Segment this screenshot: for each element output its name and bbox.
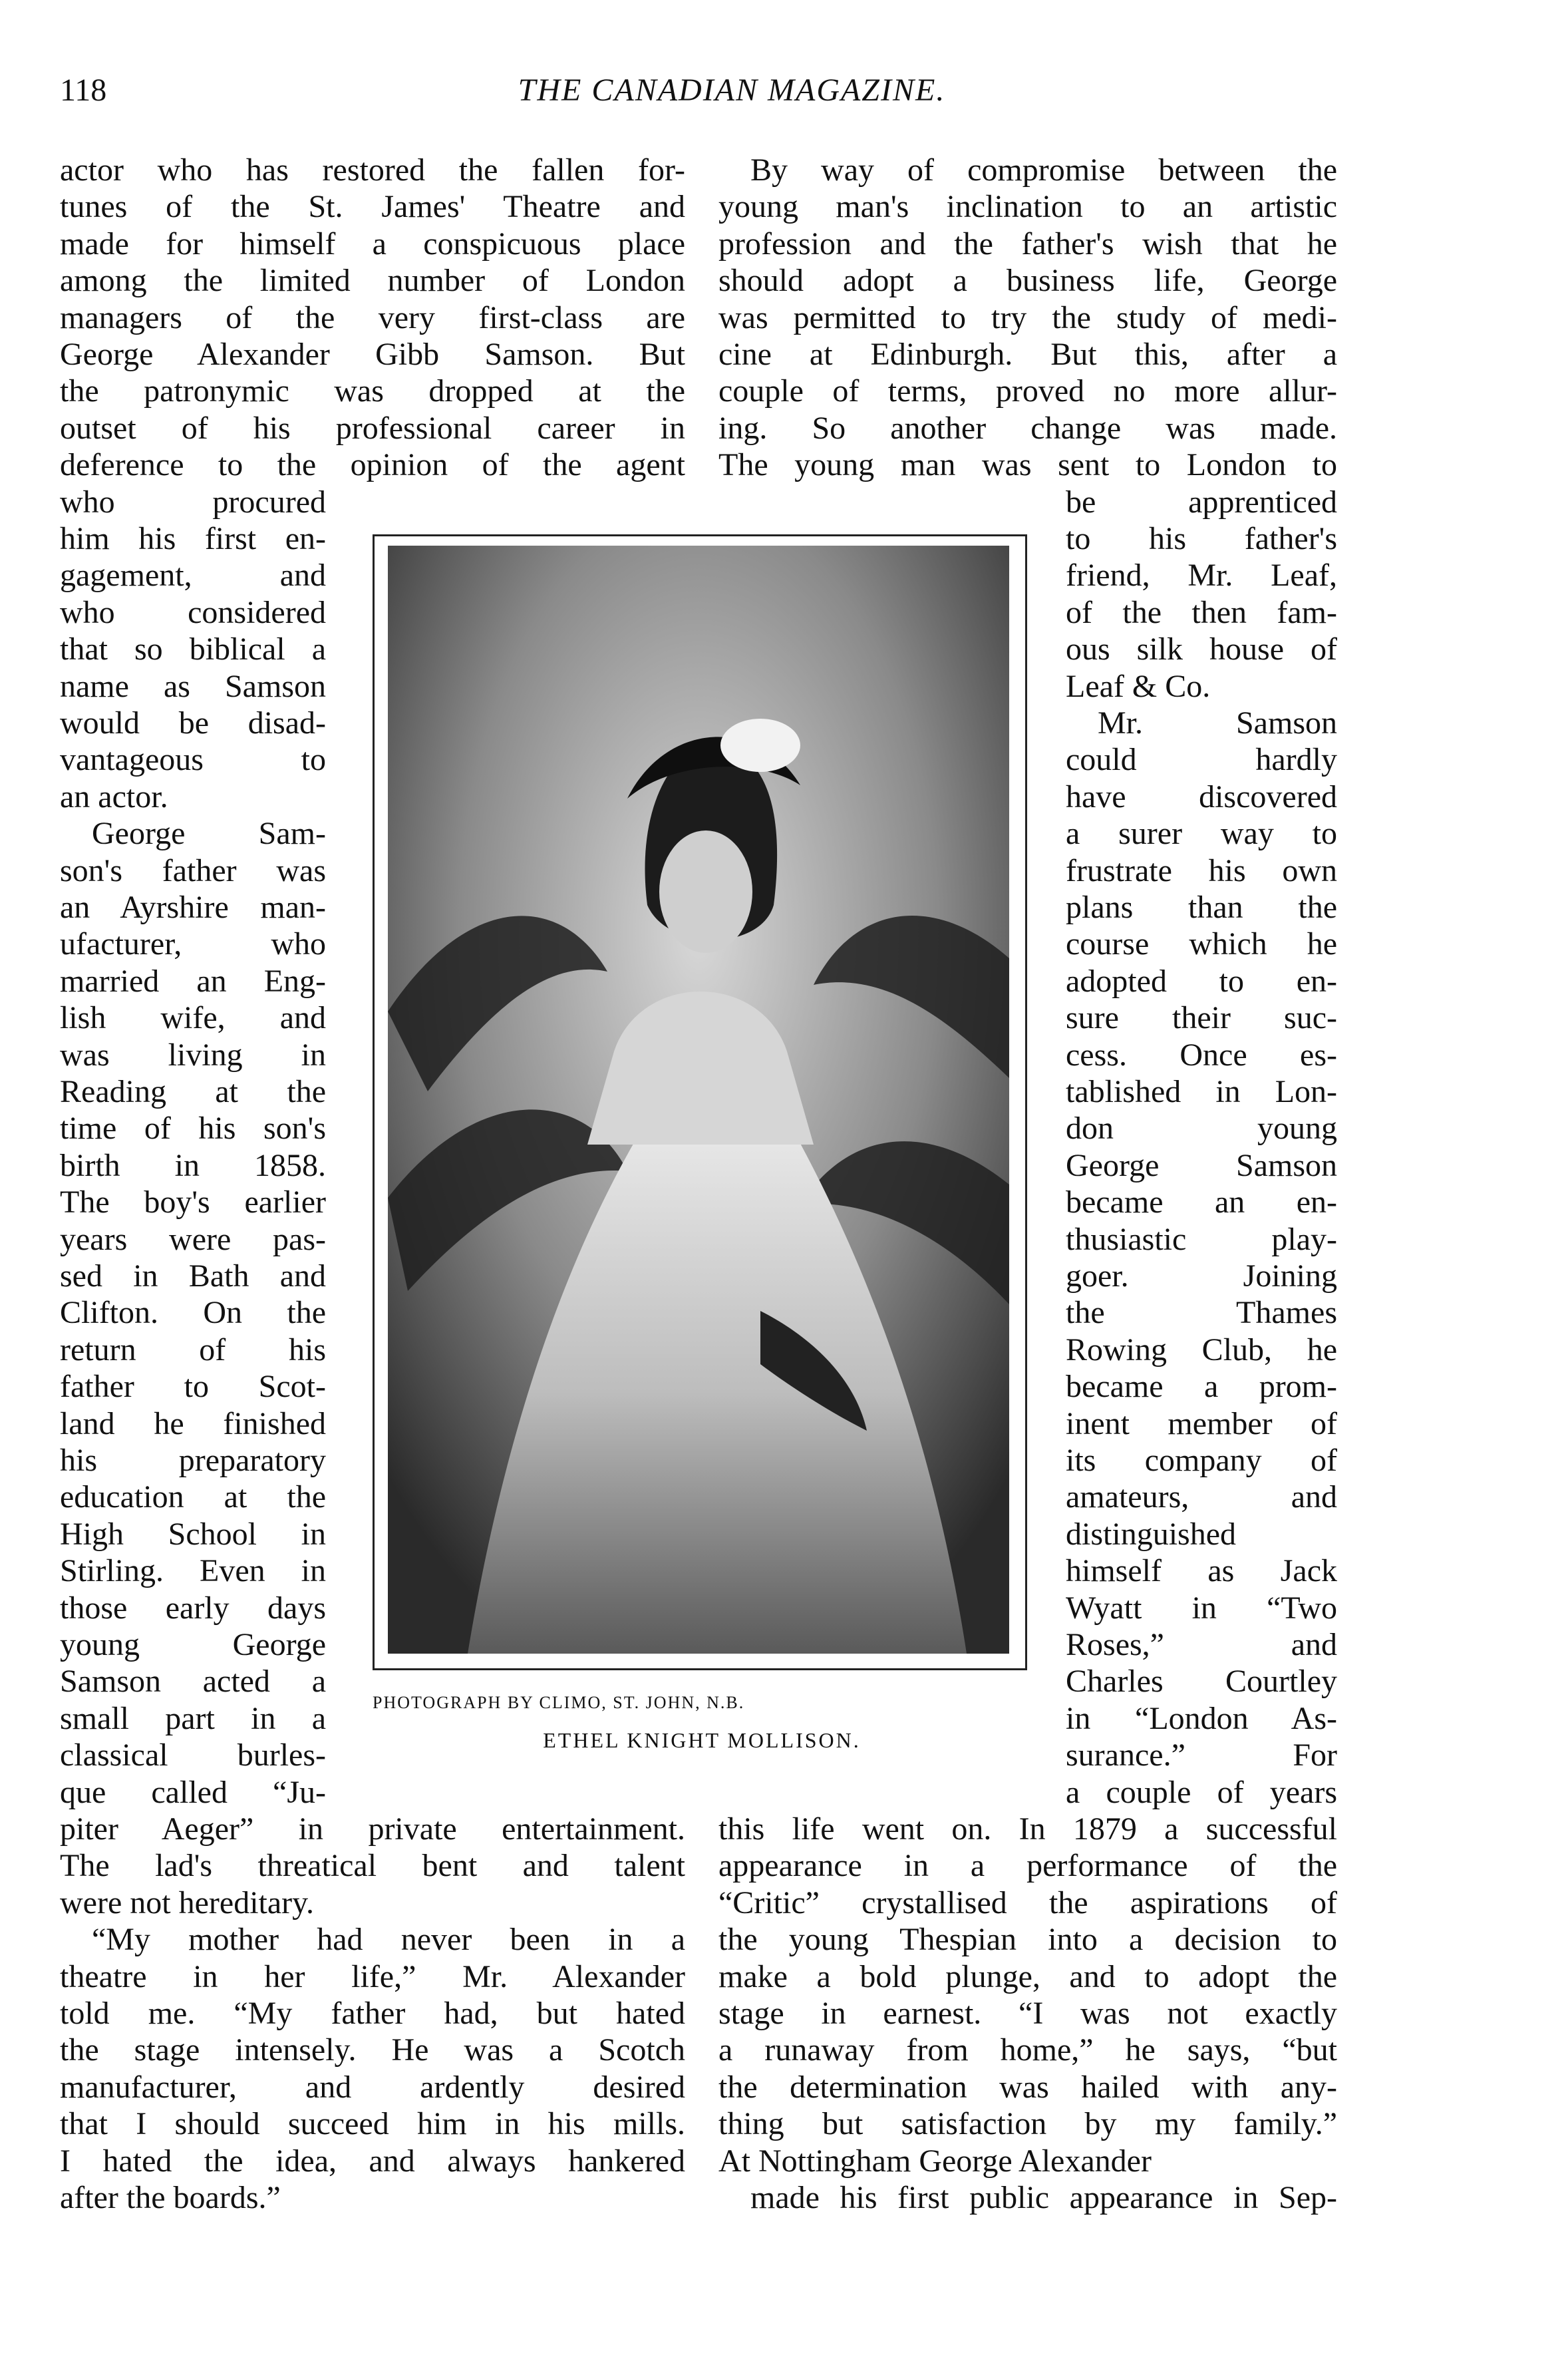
left-column-line: name as Samson (60, 668, 326, 704)
left-column-line: an Ayrshire man- (60, 890, 326, 925)
left-column-line: time of his son's (60, 1111, 326, 1147)
left-column-line: George Alexander Gibb Samson. But (60, 337, 685, 372)
right-column-line: friend, Mr. Leaf, (1066, 558, 1337, 594)
right-column-line: plans than the (1066, 890, 1337, 925)
left-column-line: education at the (60, 1479, 326, 1515)
left-column-line: were not hereditary. (60, 1885, 315, 1920)
right-column-line: inent member of (1066, 1405, 1337, 1441)
left-column-line: the stage intensely. He was a Scotch (60, 2032, 685, 2068)
left-column-line: deference to the opinion of the agent (60, 447, 685, 483)
left-column-line: Clifton. On the (60, 1295, 326, 1331)
left-column-line: theatre in her life,” Mr. Alexander (60, 1958, 685, 1994)
left-column-line: land he finished (60, 1405, 326, 1441)
left-column-line: who considered (60, 594, 326, 630)
right-column-line: cess. Once es- (1066, 1037, 1337, 1073)
photo-credit: PHOTOGRAPH BY CLIMO, ST. JOHN, N.B. (373, 1693, 745, 1712)
right-column-line: young man's inclination to an artistic (718, 189, 1337, 225)
left-column-line: married an Eng- (60, 963, 326, 999)
right-column-line: became a prom- (1066, 1369, 1337, 1405)
left-column-line: classical burles- (60, 1737, 326, 1773)
right-column-line: became an en- (1066, 1184, 1337, 1220)
left-column-line: gagement, and (60, 558, 326, 594)
right-column-line: Leaf & Co. (1066, 668, 1211, 704)
left-column-line: The lad's threatical bent and talent (60, 1848, 685, 1884)
left-column-line: managers of the very first-class are (60, 299, 685, 335)
left-column-line: among the limited number of London (60, 263, 685, 299)
left-column-line: George Sam- (92, 816, 326, 852)
left-column-line: “My mother had never been in a (92, 1922, 685, 1958)
right-column-line: its company of (1066, 1443, 1337, 1478)
right-column-line: profession and the father's wish that he (718, 226, 1337, 262)
left-column-line: an actor. (60, 779, 168, 815)
right-column-line: to his father's (1066, 521, 1337, 556)
left-column-line: was living in (60, 1037, 326, 1073)
left-column-line: I hated the idea, and always hankered (60, 2143, 685, 2179)
right-column-line: ing. So another change was made. (718, 410, 1337, 446)
left-column-line: ufacturer, who (60, 926, 326, 962)
right-column-line: adopted to en- (1066, 963, 1337, 999)
right-column-line: stage in earnest. “I was not exactly (718, 1996, 1337, 2031)
left-column-line: son's father was (60, 852, 326, 888)
right-column-line: in “London As- (1066, 1700, 1337, 1736)
right-column-line: himself as Jack (1066, 1553, 1337, 1589)
right-column-line: goer. Joining (1066, 1258, 1337, 1294)
left-column-line: him his first en- (60, 521, 326, 556)
right-column-line: The young man was sent to London to (718, 447, 1337, 483)
right-column-line: this life went on. In 1879 a successful (718, 1811, 1337, 1847)
right-column-line: tablished in Lon- (1066, 1074, 1337, 1109)
left-column-line: vantageous to (60, 742, 326, 778)
left-column-line: father to Scot- (60, 1369, 326, 1405)
left-column-line: piter Aeger” in private entertainment. (60, 1811, 685, 1847)
left-column-line: Stirling. Even in (60, 1553, 326, 1589)
right-column-line: distinguished (1066, 1516, 1237, 1552)
right-column-line: thing but satisfaction by my family.” (718, 2106, 1337, 2142)
left-column-line: tunes of the St. James' Theatre and (60, 189, 685, 225)
photo-caption: ETHEL KNIGHT MOLLISON. (543, 1728, 861, 1752)
right-column-line: course which he (1066, 926, 1337, 962)
left-column-line: told me. “My father had, but hated (60, 1996, 685, 2031)
right-column-line: Roses,” and (1066, 1627, 1337, 1662)
right-column-line: thusiastic play- (1066, 1221, 1337, 1257)
left-column-line: The boy's earlier (60, 1184, 326, 1220)
left-column-line: years were pas- (60, 1221, 326, 1257)
right-column-line: a runaway from home,” he says, “but (718, 2032, 1337, 2068)
left-column-line: who procured (60, 484, 326, 520)
left-column-line: sed in Bath and (60, 1258, 326, 1294)
right-column-line: made his first public appearance in Sep- (750, 2180, 1337, 2215)
left-column-line: that I should succeed him in his mills. (60, 2106, 685, 2142)
right-column-line: the Thames (1066, 1295, 1337, 1331)
left-column-line: outset of his professional career in (60, 410, 685, 446)
right-column-line: was permitted to try the study of medi- (718, 299, 1337, 335)
left-column-line: his preparatory (60, 1443, 326, 1478)
right-column-line: don young (1066, 1111, 1337, 1147)
right-column-line: could hardly (1066, 742, 1337, 778)
right-column-line: couple of terms, proved no more allur- (718, 373, 1337, 409)
portrait-photograph (388, 546, 1009, 1654)
right-column-line: sure their suc- (1066, 1000, 1337, 1036)
right-column-line: “Critic” crystallised the aspirations of (718, 1885, 1337, 1920)
right-column-line: ous silk house of (1066, 632, 1337, 667)
right-column-line: the determination was hailed with any- (718, 2069, 1337, 2105)
right-column-line: a couple of years (1066, 1774, 1337, 1810)
page-number: 118 (60, 73, 107, 108)
left-column-line: young George (60, 1627, 326, 1662)
right-column-line: George Samson (1066, 1147, 1337, 1183)
right-column-line: of the then fam- (1066, 594, 1337, 630)
right-column-line: Rowing Club, he (1066, 1332, 1337, 1367)
right-column-line: surance.” For (1066, 1737, 1337, 1773)
left-column-line: return of his (60, 1332, 326, 1367)
left-column-line: Samson acted a (60, 1664, 326, 1700)
left-column-line: after the boards.” (60, 2180, 281, 2215)
left-column-line: que called “Ju- (60, 1774, 326, 1810)
right-column-line: Wyatt in “Two (1066, 1590, 1337, 1626)
right-column-line: cine at Edinburgh. But this, after a (718, 337, 1337, 372)
left-column-line: small part in a (60, 1700, 326, 1736)
right-column-line: make a bold plunge, and to adopt the (718, 1958, 1337, 1994)
left-column-line: High School in (60, 1516, 326, 1552)
left-column-line: made for himself a conspicuous place (60, 226, 685, 262)
left-column-line: Reading at the (60, 1074, 326, 1109)
left-column-line: would be disad- (60, 705, 326, 741)
left-column-line: those early days (60, 1590, 326, 1626)
right-column-line: By way of compromise between the (750, 152, 1337, 188)
left-column-line: the patronymic was dropped at the (60, 373, 685, 409)
left-column-line: birth in 1858. (60, 1147, 326, 1183)
left-column-line: that so biblical a (60, 632, 326, 667)
right-column-line: have discovered (1066, 779, 1337, 815)
left-column-line: actor who has restored the fallen for- (60, 152, 685, 188)
right-column-line: be apprenticed (1066, 484, 1337, 520)
left-column-line: manufacturer, and ardently desired (60, 2069, 685, 2105)
right-column-line: Charles Courtley (1066, 1664, 1337, 1700)
left-column-line: lish wife, and (60, 1000, 326, 1036)
right-column-line: the young Thespian into a decision to (718, 1922, 1337, 1958)
right-column-line: appearance in a performance of the (718, 1848, 1337, 1884)
right-column-line: Mr. Samson (1098, 705, 1337, 741)
right-column-line: should adopt a business life, George (718, 263, 1337, 299)
right-column-line: a surer way to (1066, 816, 1337, 852)
right-column-line: At Nottingham George Alexander (718, 2143, 1152, 2179)
right-column-line: amateurs, and (1066, 1479, 1337, 1515)
right-column-line: frustrate his own (1066, 852, 1337, 888)
magazine-title: THE CANADIAN MAGAZINE. (518, 73, 946, 108)
